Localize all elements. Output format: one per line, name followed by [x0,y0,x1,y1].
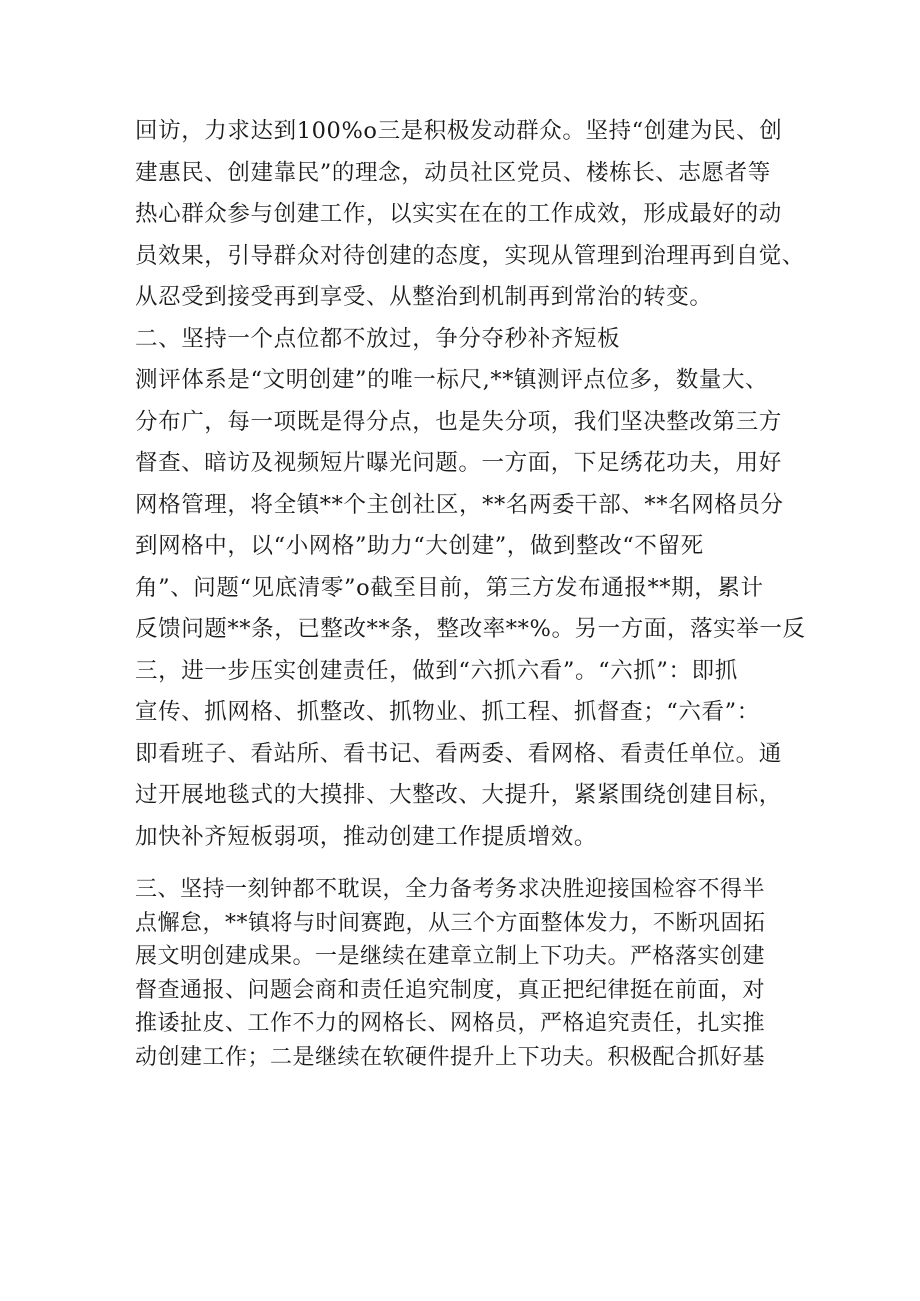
text-line: 反馈问题**条，已整改**条，整改率**%。另一方面，落实举一反 [135,616,806,642]
text-line: 员效果，引导群众对待创建的态度，实现从管理到治理再到自觉、 [135,243,805,269]
text-line: 热心群众参与创建工作，以实实在在的工作成效，形成最好的动 [135,201,782,227]
text-line: 三，进一步压实创建责任，做到“六抓六看”。“六抓”：即抓 [135,658,738,684]
text-line: 过开展地毯式的大摸排、大整改、大提升，紧紧围绕创建目标， [135,782,782,808]
text-line: 督查通报、问题会商和责任追究制度，真正把纪律挺在前面，对 [135,978,766,1003]
text-line: 加快补齐短板弱项，推动创建工作提质增效。 [135,824,598,850]
text-line: 建惠民、创建靠民”的理念，动员社区党员、楼栋长、志愿者等 [135,160,771,186]
text-line: 动创建工作；二是继续在软硬件提升上下功夫。积极配合抓好基 [135,1045,766,1070]
text-line: 推诿扯皮、工作不力的网格长、网格员，严格追究责任，扎实推 [135,1011,766,1036]
section-heading: 二、坚持一个点位都不放过，争分夺秒补齐短板 [135,326,621,352]
text-line: 回访，力求达到100%o三是积极发动群众。坚持“创建为民、创 [135,118,783,144]
text-line: 督查、暗访及视频短片曝光问题。一方面，下足绣花功夫，用好 [135,450,782,476]
text-line: 到网格中，以“小网格”助力“大创建”，做到整改“不留死 [135,533,704,559]
text-line: 宣传、抓网格、抓整改、抓物业、抓工程、抓督查；“六看”： [135,699,760,725]
text-line: 展文明创建成果。一是继续在建章立制上下功夫。严格落实创建 [135,944,766,969]
text-line: 网格管理，将全镇**个主创社区，**名两委干部、**名网格员分 [135,492,784,518]
text-line: 测评体系是“文明创建”的唯一标尺,**镇测评点位多，数量大、 [135,367,769,393]
text-line: 角”、问题“见底清零”o截至目前，第三方发布通报**期，累计 [135,575,764,601]
text-line: 即看班子、看站所、看书记、看两委、看网格、看责任单位。通 [135,741,782,767]
text-line: 分布广，每一项既是得分点，也是失分项，我们坚决整改第三方 [135,409,782,435]
section-heading: 三、坚持一刻钟都不耽误，全力备考务求决胜迎接国检容不得半 [135,877,766,902]
text-line: 从忍受到接受再到享受、从整治到机制再到常治的转变。 [135,284,713,310]
text-line: 点懈怠，**镇将与时间赛跑，从三个方面整体发力，不断巩固拓 [135,911,766,936]
